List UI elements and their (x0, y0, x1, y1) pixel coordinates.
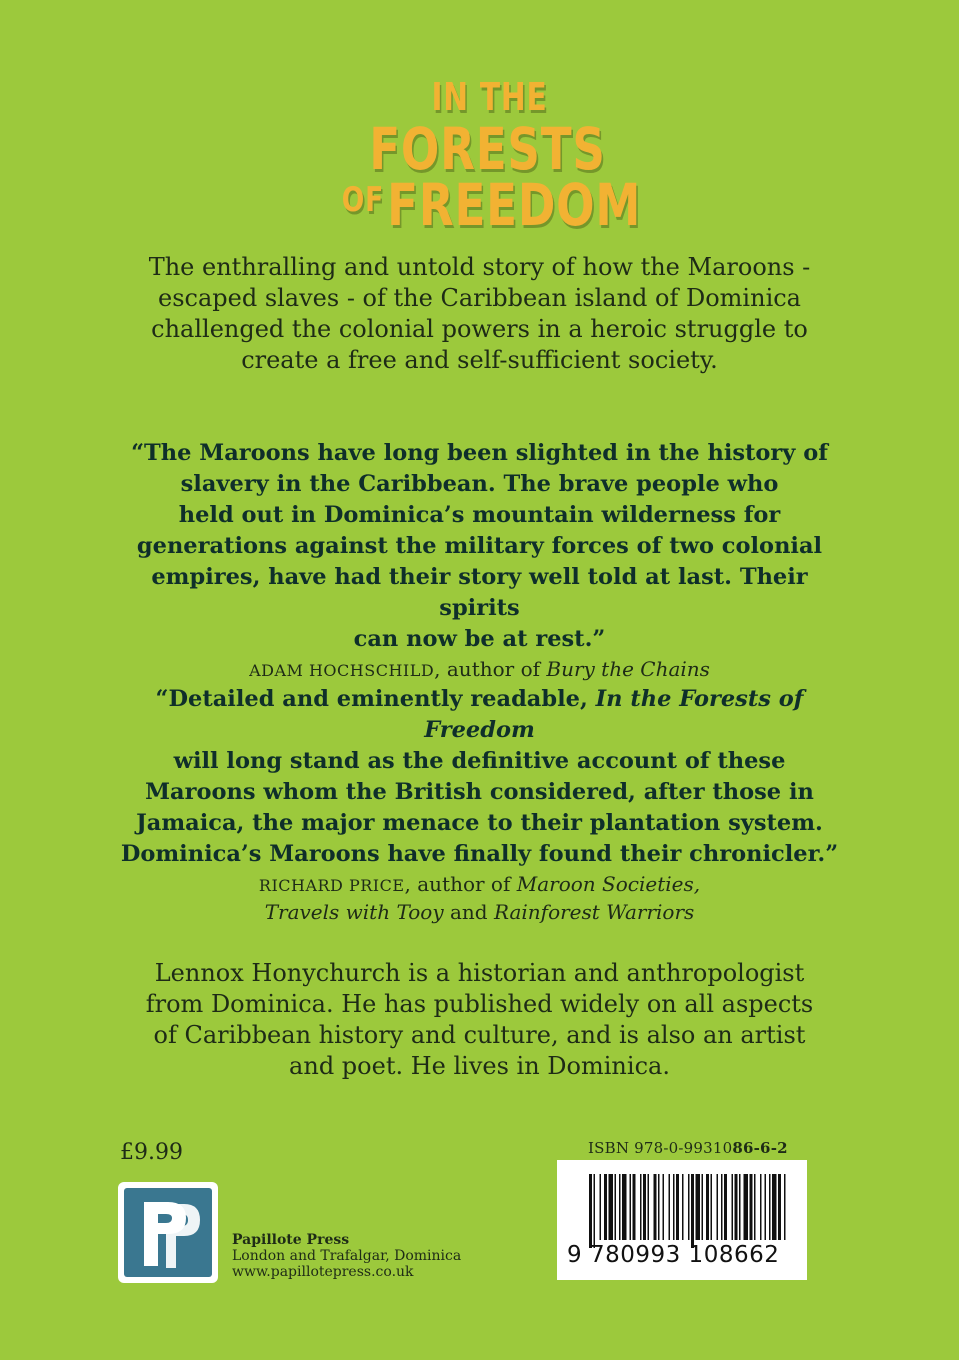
barcode-bar (772, 1174, 777, 1240)
bio-line: of Caribbean history and culture, and is also an artist (153, 1021, 806, 1049)
reviewer-name: RICHARD PRICE (258, 876, 405, 895)
bio-line: Lennox Honychurch is a historian and anthropologist (154, 959, 805, 987)
quote-line: held out in Dominica’s mountain wilderness for (178, 502, 781, 528)
isbn-label-b: 86-6-2 (732, 1139, 788, 1157)
reviewer-book: Bury the Chains (546, 657, 710, 681)
blurb-line: create a free and self-sufficient society. (241, 346, 718, 374)
blurb-line: The enthralling and untold story of how the Maroons - (148, 253, 811, 281)
book-blurb (120, 252, 839, 376)
barcode-bar (609, 1174, 614, 1240)
review-quote-hochschild (120, 438, 839, 684)
quote-line-part: “Detailed and eminently readable, (155, 686, 596, 712)
author-bio (120, 958, 839, 1082)
barcode-bar (744, 1174, 749, 1240)
quote-book-title: In the Forests of Freedom (424, 686, 804, 743)
barcode-bar (658, 1174, 660, 1240)
barcode-bar (676, 1174, 679, 1240)
barcode-digits: 9 780993 108662 (567, 1242, 780, 1268)
reviewer-name: ADAM HOCHSCHILD (249, 661, 435, 680)
quote-attribution (120, 656, 839, 684)
quote-line: Dominica’s Maroons have finally found their chronicler.” (120, 841, 839, 867)
bio-line: from Dominica. He has published widely on all aspects (145, 990, 814, 1018)
quote-line: empires, have had their story well told at last. Their spirits (151, 564, 808, 621)
title-line-3 (117, 171, 865, 239)
barcode-bar (769, 1174, 771, 1240)
attribution-text: and (443, 900, 494, 924)
barcode-bar (724, 1174, 727, 1240)
barcode-bar (619, 1174, 621, 1240)
barcode-bar (760, 1174, 762, 1240)
publisher-website: www.papillotepress.co.uk (232, 1264, 414, 1280)
publisher-logo (118, 1182, 218, 1283)
barcode-bar (594, 1174, 596, 1248)
publisher-name: Papillote Press (232, 1232, 350, 1248)
quote-line: can now be at rest.” (353, 626, 606, 652)
title-of: OF (341, 180, 385, 220)
barcode-bar (604, 1174, 607, 1240)
barcode-bar (640, 1174, 642, 1240)
barcode-bar (589, 1174, 592, 1248)
blurb-line: escaped slaves - of the Caribbean island of Dominica (157, 284, 801, 312)
quote-text (120, 684, 839, 870)
barcode-bar (754, 1174, 756, 1240)
barcode-bar (663, 1174, 665, 1240)
barcode-bar (648, 1174, 650, 1240)
barcode-bar (765, 1174, 767, 1240)
reviewer-book: Rainforest Warriors (493, 900, 695, 924)
barcode-bar (706, 1174, 709, 1240)
barcode-bar (711, 1174, 713, 1240)
publisher-location: London and Trafalgar, Dominica (232, 1248, 462, 1264)
quote-line: slavery in the Caribbean. The brave people who (180, 471, 779, 497)
bio-line: and poet. He lives in Dominica. (289, 1052, 670, 1080)
quote-line: generations against the military forces of two colonial (136, 533, 823, 559)
isbn-label (588, 1139, 788, 1157)
barcode-bar (673, 1174, 675, 1240)
barcode-bar (643, 1174, 646, 1240)
quote-attribution (120, 871, 839, 926)
attribution-text: , author of (404, 872, 517, 896)
book-title (0, 75, 959, 239)
barcode-bar (688, 1174, 690, 1240)
publisher-logo-icon (124, 1188, 212, 1277)
attribution-text: , author of (434, 657, 547, 681)
barcode-bar (696, 1174, 701, 1240)
barcode-bar (732, 1174, 734, 1240)
barcode-bar (691, 1174, 694, 1248)
barcode-bar (622, 1174, 627, 1240)
title-freedom: FREEDOM (387, 171, 642, 239)
quote-line: Jamaica, the major menace to their plantation system. (136, 810, 823, 836)
pp-monogram-icon (124, 1188, 212, 1277)
barcode-bar (721, 1174, 723, 1240)
barcode-bar (615, 1174, 617, 1240)
reviewer-book: Maroon Societies, (516, 872, 701, 896)
reviewer-book: Travels with Tooy (264, 900, 444, 924)
attribution-line (120, 871, 839, 899)
quote-line: will long stand as the definitive account of these (173, 748, 786, 774)
barcode-bar (669, 1174, 671, 1240)
publisher-info (232, 1232, 461, 1280)
barcode-bar (750, 1174, 753, 1240)
barcode-bar (717, 1174, 719, 1240)
quote-text (120, 438, 839, 655)
barcode-bar (702, 1174, 704, 1240)
barcode-bar (784, 1174, 786, 1240)
review-quote-price (120, 684, 839, 926)
price: £9.99 (120, 1140, 183, 1165)
title-line-1: IN THE (431, 75, 548, 119)
barcode-bar (735, 1174, 738, 1240)
barcode-bar (739, 1174, 741, 1240)
quote-line: “The Maroons have long been slighted in the history of (131, 440, 828, 466)
quote-line (120, 684, 839, 746)
barcode-bar (654, 1174, 657, 1240)
barcode-bar (633, 1174, 636, 1240)
attribution-line (120, 899, 839, 926)
barcode-bar (630, 1174, 632, 1240)
isbn-label-a: ISBN 978-0-99310 (588, 1139, 733, 1157)
barcode-bar (682, 1174, 684, 1240)
barcode-bar (600, 1174, 602, 1240)
blurb-line: challenged the colonial powers in a heroic struggle to (151, 315, 808, 343)
barcode (557, 1160, 807, 1280)
title-line-2: FORESTS (369, 115, 606, 183)
quote-line: Maroons whom the British considered, after those in (145, 779, 814, 805)
barcode-bar (778, 1174, 781, 1240)
